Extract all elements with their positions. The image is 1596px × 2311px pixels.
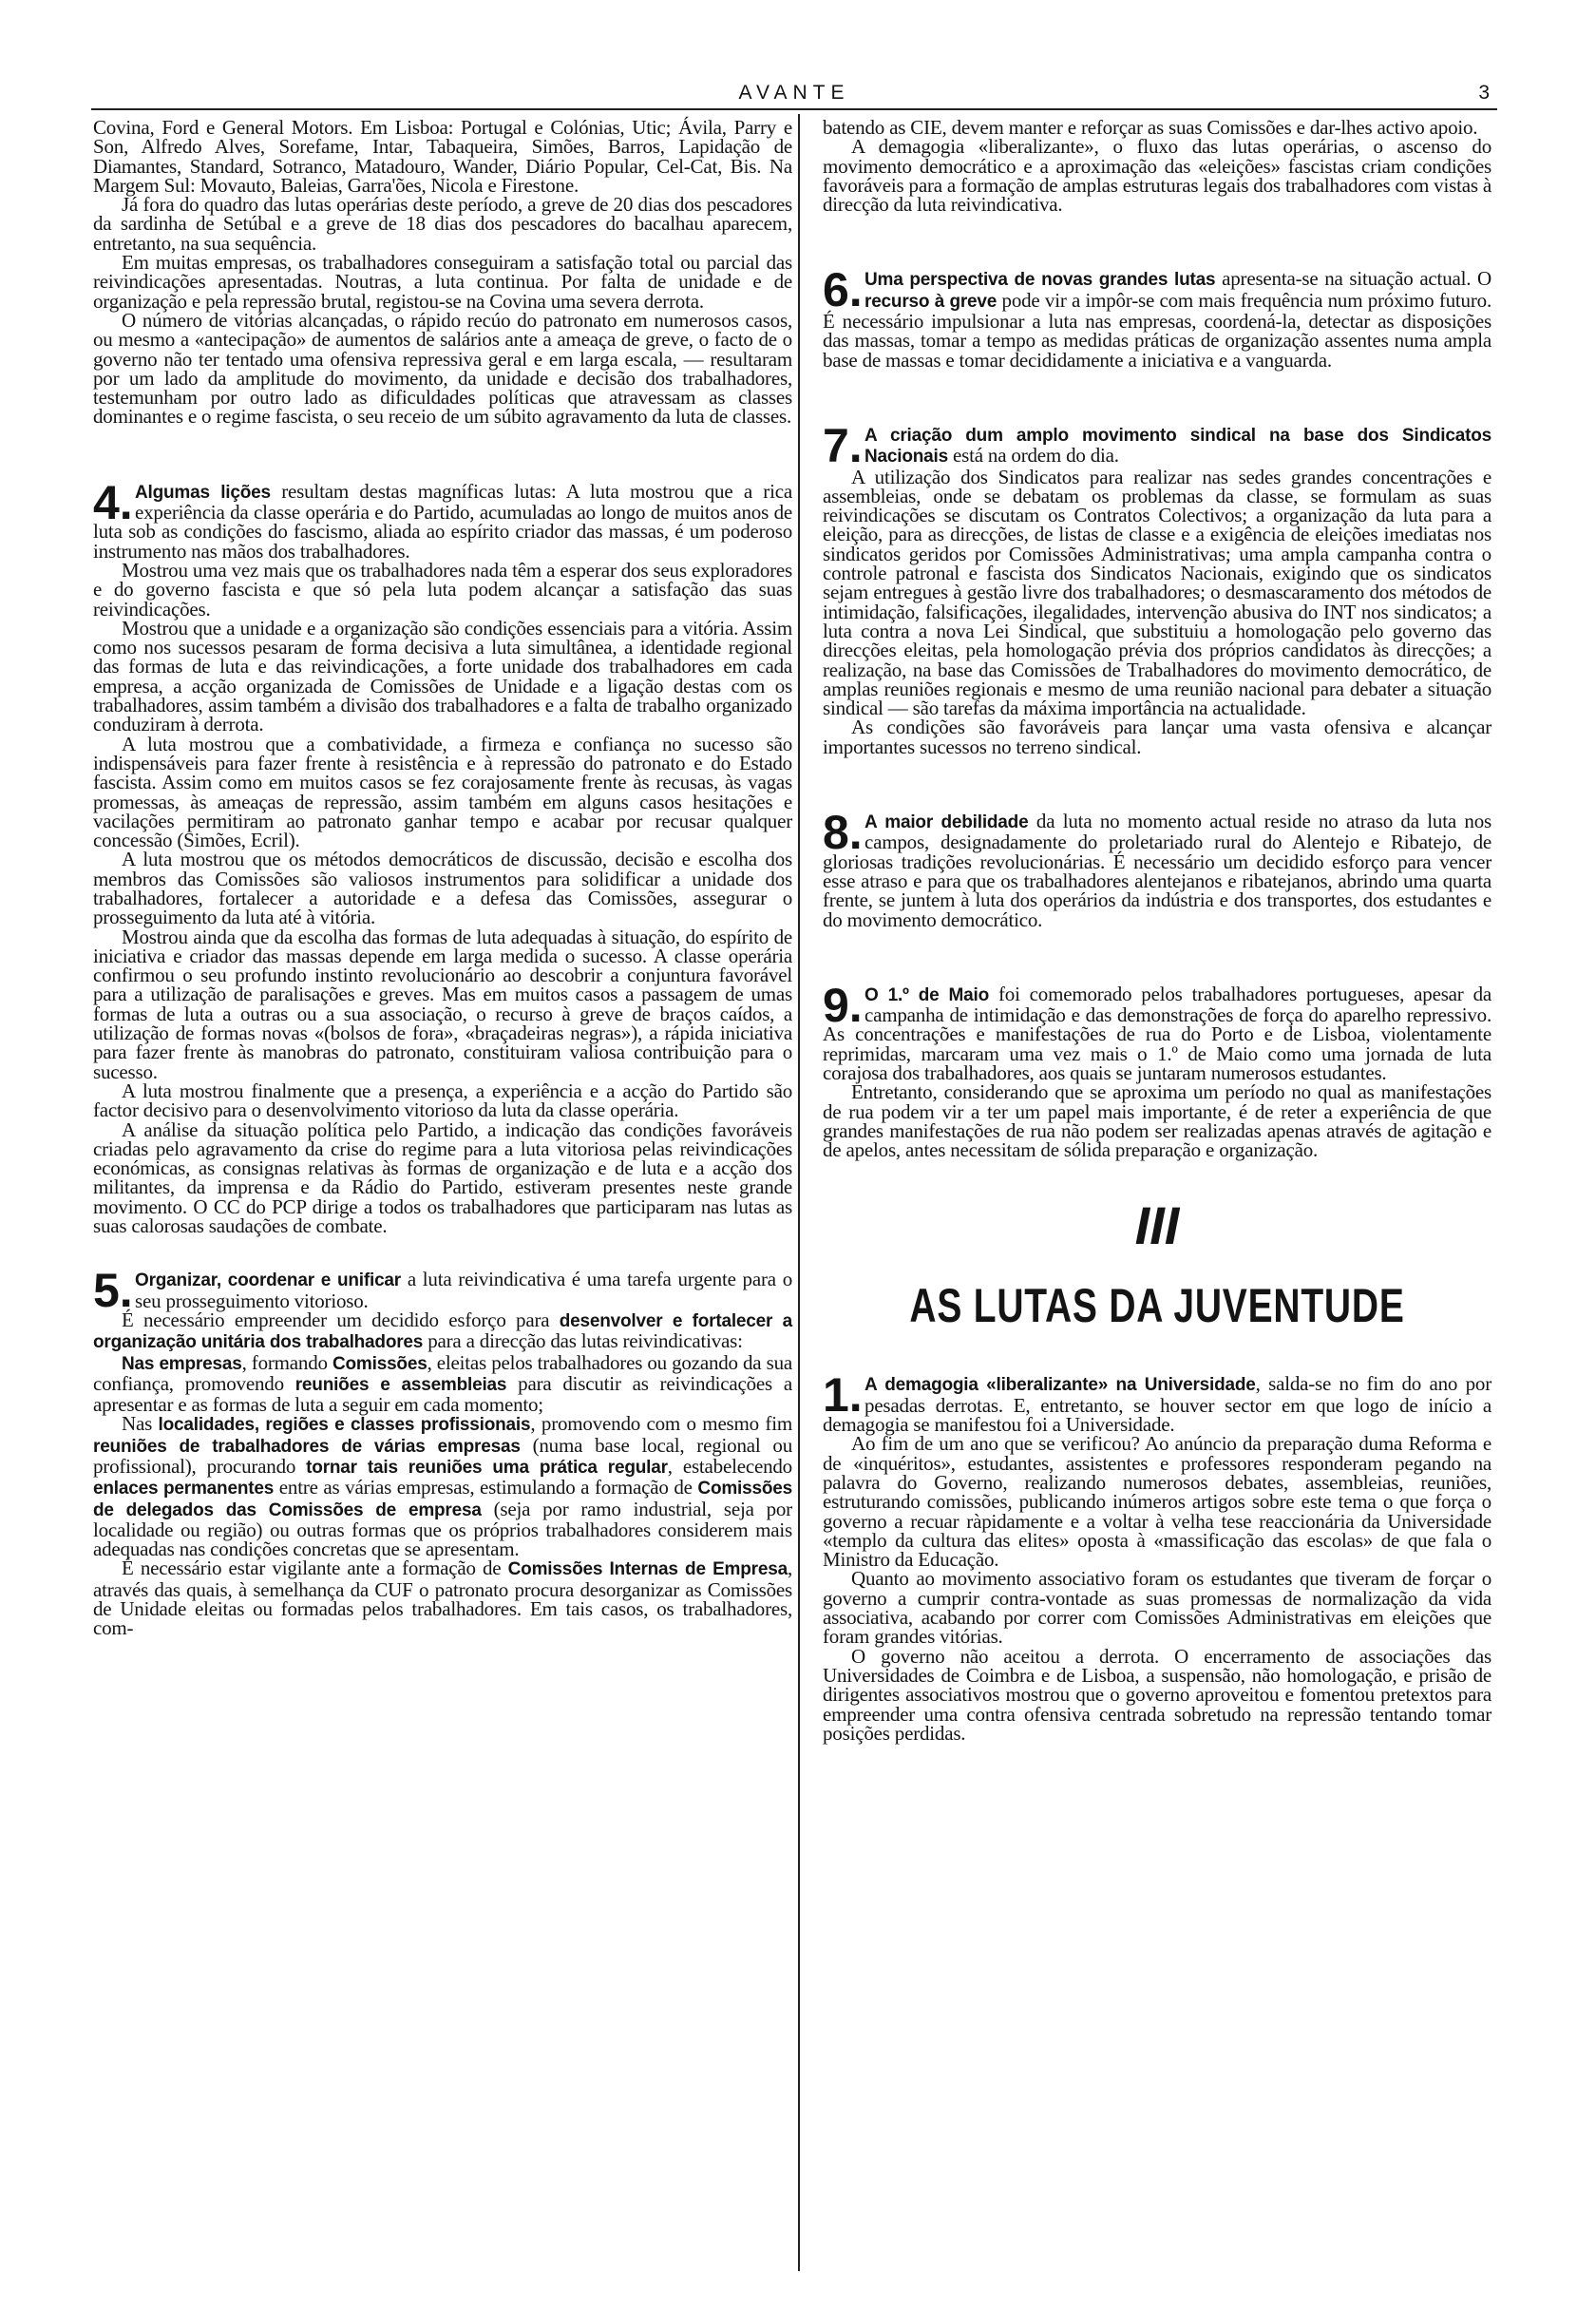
intro-paragraph: Em muitas empresas, os trabalhadores conseguiram a satisfação total ou parcial das reivindicações apresentadas. Noutras, a luta continua. Por falta de unidade e de organização e pela repressão brutal, registou-se na Covina uma severa derrota.: [93, 251, 792, 313]
section-paragraph: Nas localidades, regiões e classes profissionais, promovendo com o mesmo fim reuniões de trabalhadores de várias empresas (numa base local, regional ou profissional), procurando tornar tais reuniões uma prática regular, estabelecendo enlaces permanentes entre as várias empresas, estimulando a formação de Comissões de delegados das Comissões de empresa (seja por ramo industrial, seja por localidade ou região) ou outras formas que os próprios trabalhadores considerem mais adequadas nas condições concretas que se apresentam.: [93, 1412, 792, 1561]
section-heading: A criação dum amplo movimento sindical na base dos Sindicatos Nacionais: [864, 425, 1492, 468]
youth-section-1: [823, 1368, 1492, 1745]
newspaper-title: AVANTE: [738, 82, 850, 104]
section-lead: Algumas lições resultam destas magníficas lutas: A luta mostrou que a rica experiência da classe operária e do Partido, acumuladas ao longo de muitos anos de luta sob as condições do fascismo, aliada ao espírito criador das massas, é um poderoso instrumento nas mãos dos trabalhadores.: [93, 479, 792, 563]
section-paragraph: Entretanto, considerando que se aproxima um período no qual as manifestações de rua podem vir a ter um papel mais importante, é de reter a experiência de que grandes manifestações de rua não podem ser realizadas apenas através de agitação e de apelos, antes necessitam de sólida preparação e organização.: [823, 1080, 1492, 1162]
section-number: 5.: [93, 1264, 133, 1318]
section-paragraph: Mostrou uma vez mais que os trabalhadores nada têm a esperar dos seus exploradores e do governo fascista e que só pela luta podem alcançar a satisfação das suas reivindicações.: [93, 558, 792, 621]
section-7: [823, 418, 1492, 758]
section-paragraph: Mostrou ainda que da escolha das formas de luta adequadas à situação, do espírito de iniciativa e criador das massas depende em larga medida o sucesso. A classe operária confirmou o seu profundo instinto revolucionário ao descobrir a conjuntura favorável para a utilização de paralisações e greves. Mas em muitos casos a passagem de umas formas de luta a outras ou a sua associação, o recurso à greve de braços caídos, a utilização de formas novas «(bolsos de fora», «braçadeiras negras»), a rápida iniciativa para fazer frente às manobras do patronato, constituiram valiosa contribuição para o sucesso.: [93, 925, 792, 1083]
section-paragraph: Nas empresas, formando Comissões, eleitas pelos trabalhadores ou gozando da sua confiança, promovendo reuniões e assembleias para discutir as reivindicações a apresentar e as formas de luta a seguir em cada momento;: [93, 1350, 792, 1417]
right-column: [823, 118, 1492, 1743]
section-8: [823, 806, 1492, 931]
section-paragraph: A luta mostrou que os métodos democráticos de discussão, decisão e escolha dos membros das Comissões são valiosos instrumentos para solidificar a unidade dos trabalhadores, fortalecer a autoridade e a defesa das Comissões, assegurar o prosseguimento da luta até à vitória.: [93, 848, 792, 929]
section-heading: A maior debilidade: [864, 812, 1029, 833]
section-lead: A criação dum amplo movimento sindical na base dos Sindicatos Nacionais está na ordem do dia.: [864, 425, 1492, 468]
section-9: [823, 978, 1492, 1162]
intro-paragraph: Covina, Ford e General Motors. Em Lisboa: Portugal e Colónias, Utic; Ávila, Parry e Son, Alfredo Alves, Sorefame, Intar, Tabaqueira, Simões, Barros, Lapidação de Diamantes, Standard, Sotranco, Matadouro, Wander, Diário Popular, Cel-Cat, Bis. Na Margem Sul: Movauto, Baleias, Garra'ões, Nicola e Firestone.: [93, 116, 792, 197]
section-paragraph: As condições são favoráveis para lançar uma vasta ofensiva e alcançar importantes sucessos no terreno sindical.: [823, 716, 1492, 758]
section-paragraph: É necessário empreender um decidido esforço para desenvolver e fortalecer a organização unitária dos trabalhadores para a direcção das lutas reivindicativas:: [93, 1308, 793, 1353]
section-5: [93, 1264, 793, 1640]
section-heading: Organizar, coordenar e unificar: [135, 1270, 401, 1291]
section-paragraph: A análise da situação política pelo Partido, a indicação das condições favoráveis criadas pelo agravamento da crise do regime para a luta vitoriosa pelas reivindicações económicas, as consignas relativas às formas de organização e de luta e a acção dos militantes, da imprensa e da Rádio do Partido, estiveram presentes neste grande movimento. O CC do PCP dirige a todos os trabalhadores que participaram nas lutas as suas calorosas saudações de combate.: [93, 1117, 792, 1238]
continued-paragraph: A demagogia «liberalizante», o fluxo das lutas operárias, o ascenso do movimento democrático e a aproximação das «eleições» fascistas criam condições favoráveis para a formação de amplas estruturas legais dos trabalhadores com vistas à direcção da luta reivindicativa.: [823, 135, 1492, 217]
section-paragraph: Ao fim de um ano que se verificou? Ao anúncio da preparação duma Reforma e de «inquéritos», estudantes, assistentes e professores responderam pegando na palavra do Governo, realizando numerosos debates, assembleias, reuniões, estruturando comissões, publicando inúmeros artigos sobre este tema o que força o governo a recuar ràpidamente e a voltar à velha tese reaccionária da Universidade «templo da cultura das elites» oposta à «massificação das escolas» de que fala o Ministro da Educação.: [823, 1432, 1492, 1572]
section-paragraph: A luta mostrou que a rica experiência da classe operária e do Partido, acumuladas ao longo de muitos anos de luta sob as condições do fascismo, aliada ao espírito criador das massas, é um poderoso instrumento nas mãos dos trabalhadores.: [93, 479, 792, 563]
section-lead: Organizar, coordenar e unificar a luta reivindicativa é uma tarefa urgente para o seu prosseguimento vitorioso.: [135, 1268, 792, 1312]
left-column: [93, 118, 792, 1638]
part-number: III: [1134, 1195, 1180, 1256]
section-paragraph: O governo não aceitou a derrota. O encerramento de associações das Universidades de Coimbra e de Lisboa, a suspensão, não homologação, e prisão de dirigentes associativos mostrou que o governo aproveitou e fomentou pretextos para empreender uma contra ofensiva centrada sobretudo na repressão tentando tomar posições perdidas.: [823, 1644, 1492, 1745]
continued-paragraph: batendo as CIE, devem manter e reforçar as suas Comissões e dar-lhes activo apoio.: [823, 116, 1478, 139]
section-lead: O 1.º de Maio foi comemorado pelos trabalhadores portugueses, apesar da campanha de intimidação e das demonstrações de força do aparelho repressivo. As concentrações e manifestações de rua do Porto e de Lisboa, violentamente reprimidas, marcaram uma vez mais o 1.º de Maio como uma jornada de luta corajosa dos trabalhadores, aos quais se juntaram numerosos estudantes.: [823, 982, 1492, 1084]
page-number: 3: [1478, 82, 1490, 104]
section-paragraph: Quanto ao movimento associativo foram os estudantes que tiveram de forçar o governo a cumprir contra-vontade as suas promessas de normalização da vida associativa, acabando por correr com Comissões Administrativas em eleições que foram grandes vitórias.: [823, 1567, 1492, 1649]
section-paragraph: A utilização dos Sindicatos para realizar nas sedes grandes concentrações e assembleias, onde se debatam os problemas da classe, se formulam as suas reivindicações se discutam os Contratos Colectivos; a organização da luta para a eleição, para as direcções, de listas de classe e a exigência de eleições imediatas nos sindicatos geridos por Comissões Administrativas; uma ampla campanha contra o controle patronal e fascista dos Sindicatos Nacionais, exigindo que os sindicatos sejam entregues à gestão livre dos trabalhadores; o desmascaramento dos métodos de intimidação, falsificações, ilegalidades, intervenção abusiva do INT nos sindicatos; a luta contra a nova Lei Sindical, que substituiu a homologação pelo governo das direcções eleitas, pela homologação prévia dos próprios candidatos às direcções; a realização, na base das Comissões de Trabalhadores do movimento democrático, de amplas reuniões regionais e mesmo de uma reunião nacional para debater a situação sindical — são tarefas da máxima importância na actualidade.: [823, 465, 1492, 720]
section-paragraph: A luta mostrou que a combatividade, a firmeza e confiança no sucesso são indispensáveis para fazer frente à resistência e à repressão do patronato e do Estado fascista. Assim como em muitos casos se fez corajosamente frente às recusas, às vagas promessas, às ameaças de repressão, assim também em alguns casos hesitações e vacilações permitiram ao patronato ganhar tempo e acabar por recusar qualquer concessão (Simões, Ecril).: [93, 732, 792, 852]
section-paragraph: É necessário estar vigilante ante a formação de Comissões Internas de Empresa, através das quais, à semelhança da CUF o patronato procura desorganizar as Comissões de Unidade eleitas ou formadas pelos trabalhadores. Em tais casos, os trabalhadores, com-: [93, 1557, 792, 1640]
column-divider: [798, 114, 800, 2271]
section-number: 1.: [823, 1368, 863, 1423]
section-lead: A maior debilidade da luta no momento actual reside no atraso da luta nos campos, designadamente do proletariado rural do Alentejo e Ribatejo, de gloriosas tradições revolucionárias. É necessário um decidido esforço para vencer esse atraso e para que os trabalhadores alentejanos e ribatejanos, abrindo uma quarta frente, se juntem à luta dos operários da indústria e dos transportes, dos estudantes e do movimento democrático.: [823, 810, 1492, 931]
section-heading: O 1.º de Maio: [864, 984, 990, 1005]
part-title: AS LUTAS DA JUVENTUDE: [909, 1279, 1405, 1333]
section-4: [93, 475, 792, 1238]
section-number: 7.: [823, 418, 863, 472]
section-lead: A demagogia «liberalizante» na Universidade, salda-se no fim do ano por pesadas derrotas. E, entretanto, se houver sector em que logo de início a demagogia se manifestou foi a Universidade.: [823, 1372, 1492, 1437]
section-number: 6.: [823, 263, 863, 317]
intro-paragraph: O número de vitórias alcançadas, o rápido recúo do patronato em numerosos casos, ou mesmo a «antecipação» de aumentos de salários ante a ameaça de greve, o facto de o governo não ter tentado uma ofensiva repressiva geral e em larga escala, — resultaram por um lado da amplitude do movimento, da unidade e decisão dos trabalhadores, testemunham por outro lado as dificuldades políticas que atravessam as classes dominantes e o regime fascista, o seu receio de um súbito agravamento da luta de classes.: [93, 308, 792, 429]
section-heading: Uma perspectiva de novas grandes lutas: [864, 270, 1216, 291]
section-heading: Algumas lições: [135, 482, 271, 503]
section-lead: Uma perspectiva de novas grandes lutas apresenta-se na situação actual. O recurso à greve pode vir a impôr-se com mais frequência num próximo futuro. É necessário impulsionar a luta nas empresas, coordená-la, detectar as disposições das massas, tomar a tempo as medidas práticas de organização assentes numa ampla base de massas e tomar decididamente a iniciativa e a vanguarda.: [823, 267, 1492, 372]
section-heading: A demagogia «liberalizante» na Universidade: [864, 1375, 1256, 1396]
page-header: [91, 82, 1497, 110]
section-number: 9.: [823, 978, 863, 1032]
section-6: [823, 263, 1492, 372]
intro-paragraph: Já fora do quadro das lutas operárias deste período, a greve de 20 dias dos pescadores da sardinha de Setúbal e a greve de 18 dias dos pescadores do bacalhau aparecem, entretanto, na sua sequência.: [93, 193, 792, 255]
section-number: 4.: [93, 475, 133, 529]
section-number: 8.: [823, 806, 863, 860]
section-paragraph: Mostrou que a unidade e a organização são condições essenciais para a vitória. Assim como nos sucessos pesaram de forma decisiva a luta simultânea, a identidade regional das formas de luta e das reivindicações, a forte unidade dos trabalhadores em cada empresa, a acção organizada de Comissões de Unidade e a ligação destas com os trabalhadores, assim também a divisão dos trabalhadores e a falta de trabalho organizado conduziram à derrota.: [93, 616, 792, 736]
section-paragraph: A luta mostrou finalmente que a presença, a experiência e a acção do Partido são factor decisivo para o desenvolvimento vitorioso da luta da classe operária.: [93, 1079, 792, 1122]
